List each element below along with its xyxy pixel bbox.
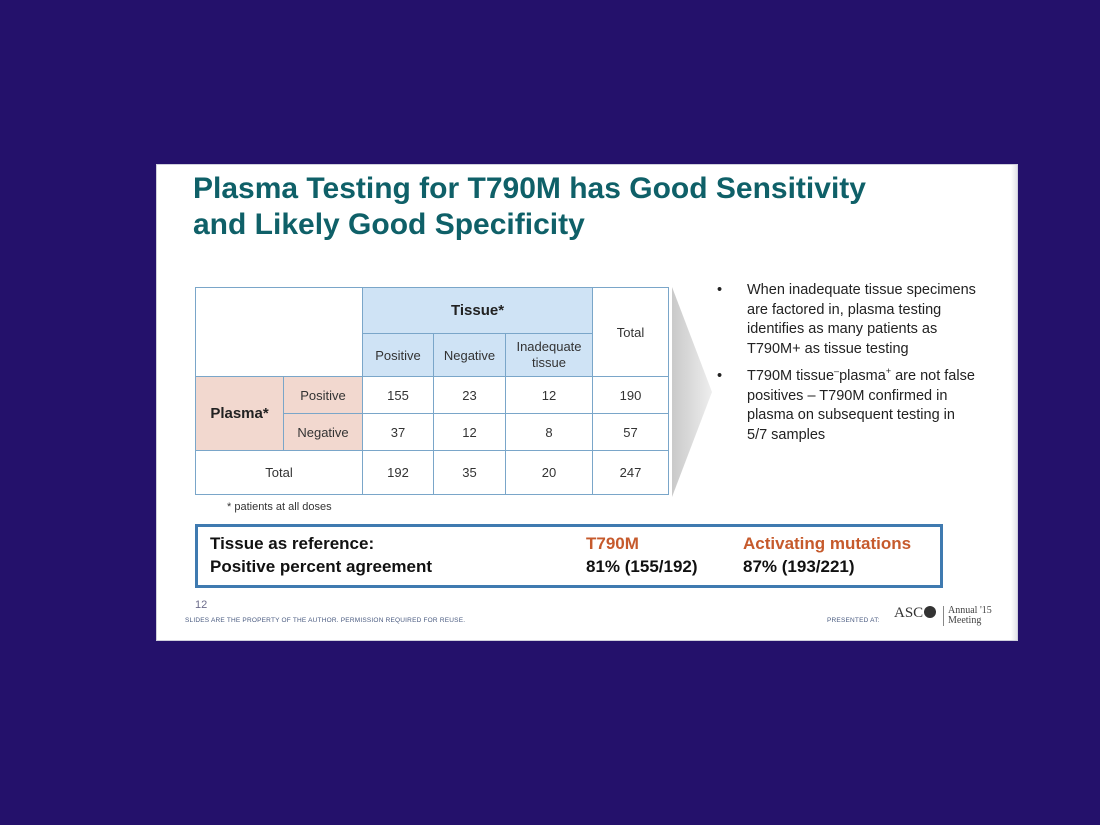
arrow-chevron-icon bbox=[672, 287, 714, 497]
asco-logo: ASC bbox=[894, 605, 936, 622]
list-item bbox=[717, 367, 977, 445]
table-cell: 192 bbox=[363, 451, 434, 495]
table-cell: 12 bbox=[434, 414, 506, 451]
table-cell: 23 bbox=[434, 377, 506, 414]
presented-at: PRESENTED AT: bbox=[827, 617, 880, 624]
title-line-1: Plasma Testing for T790M has Good Sensitivity bbox=[193, 172, 866, 205]
table-cell: 57 bbox=[593, 414, 669, 451]
table-cell: 247 bbox=[593, 451, 669, 495]
plasma-header: Plasma* bbox=[196, 377, 284, 451]
summary-label-1: Tissue as reference: bbox=[210, 534, 375, 553]
table-cell: 8 bbox=[506, 414, 593, 451]
results-table bbox=[195, 287, 669, 495]
row-label-negative: Negative bbox=[284, 414, 363, 451]
summary-box bbox=[195, 524, 943, 588]
row-label-positive: Positive bbox=[284, 377, 363, 414]
col-header-inadequate: Inadequate tissue bbox=[506, 334, 593, 377]
row-label-total: Total bbox=[196, 451, 363, 495]
bullet-list bbox=[717, 281, 977, 453]
tissue-header: Tissue* bbox=[363, 288, 593, 334]
bullet-text: T790M tissue–plasma+ are not false positives – T790M confirmed in plasma on subsequent testing in 5/7 samples bbox=[747, 366, 975, 443]
summary-label-2: Positive percent agreement bbox=[210, 557, 433, 576]
slide bbox=[156, 164, 1018, 641]
table-cell: 155 bbox=[363, 377, 434, 414]
table-cell: 190 bbox=[593, 377, 669, 414]
bullet-marker: • bbox=[717, 282, 723, 298]
slide-title bbox=[193, 171, 973, 243]
table-cell: 12 bbox=[506, 377, 593, 414]
col-header-positive: Positive bbox=[363, 334, 434, 377]
col-header-negative: Negative bbox=[434, 334, 506, 377]
summary-t790m-value: 81% (155/192) bbox=[586, 557, 698, 576]
table-cell: 35 bbox=[434, 451, 506, 495]
summary-activating-head: Activating mutations bbox=[743, 534, 912, 553]
title-line-2: and Likely Good Specificity bbox=[193, 208, 585, 241]
summary-activating-value: 87% (193/221) bbox=[743, 557, 855, 576]
table-footnote: * patients at all doses bbox=[227, 501, 332, 513]
asco-globe-icon bbox=[924, 606, 936, 618]
reuse-disclaimer: SLIDES ARE THE PROPERTY OF THE AUTHOR. PERMISSION REQUIRED FOR REUSE. bbox=[185, 617, 466, 624]
list-item bbox=[717, 281, 977, 359]
table-corner bbox=[196, 288, 363, 377]
page-number: 12 bbox=[195, 599, 208, 611]
slide-edge bbox=[1011, 165, 1017, 640]
total-header: Total bbox=[593, 288, 669, 377]
bullet-marker: • bbox=[717, 368, 723, 384]
table-cell: 37 bbox=[363, 414, 434, 451]
bullet-text: When inadequate tissue specimens are factored in, plasma testing identifies as many patients as T790M+ as tissue testing bbox=[747, 282, 976, 357]
summary-t790m-head: T790M bbox=[586, 534, 639, 553]
annual-meeting-logo: Annual '15 Meeting bbox=[943, 606, 992, 626]
table-cell: 20 bbox=[506, 451, 593, 495]
